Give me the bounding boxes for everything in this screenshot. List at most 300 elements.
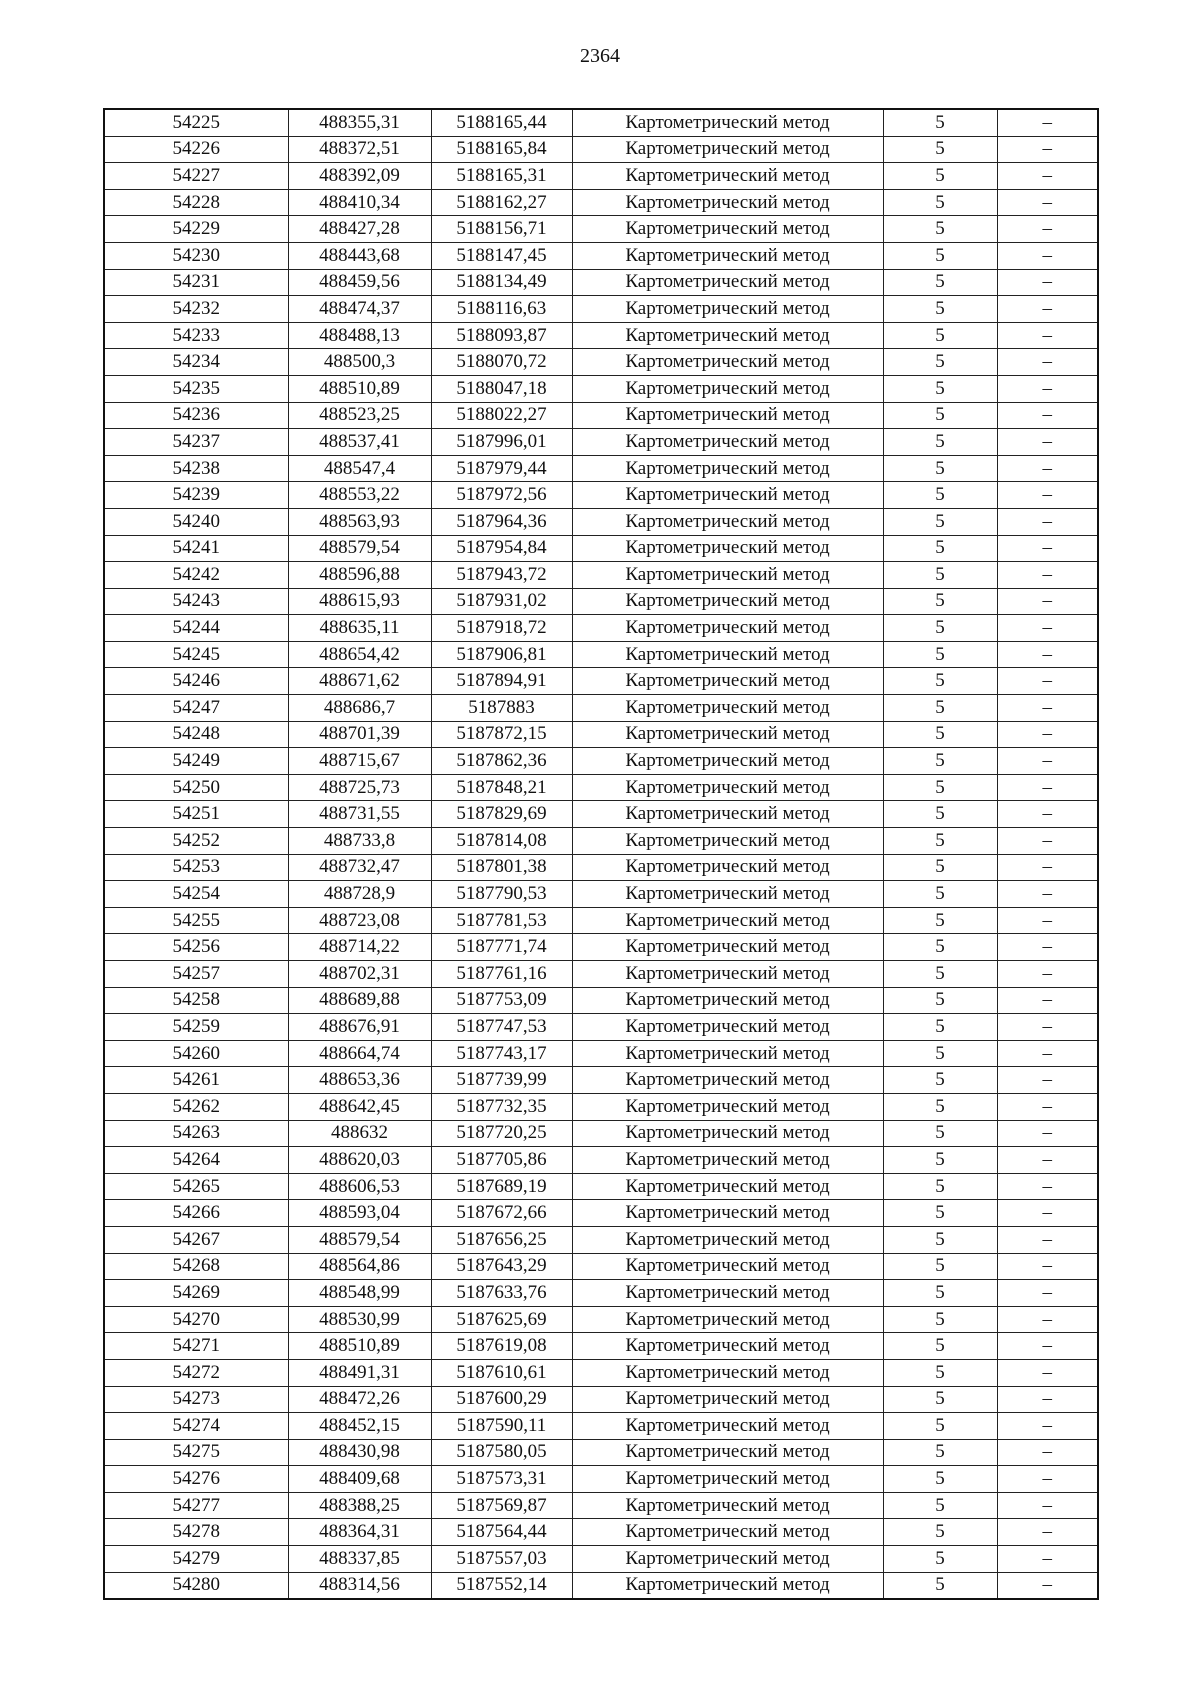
point-number-cell: 54272 xyxy=(104,1359,288,1386)
point-number-cell: 54263 xyxy=(104,1120,288,1147)
y-coordinate-cell: 5187931,02 xyxy=(431,588,572,615)
y-coordinate-cell: 5187739,99 xyxy=(431,1067,572,1094)
method-cell: Картометрический метод xyxy=(572,1253,883,1280)
x-coordinate-cell: 488337,85 xyxy=(288,1546,431,1573)
note-cell: – xyxy=(997,1200,1098,1227)
y-coordinate-cell: 5187720,25 xyxy=(431,1120,572,1147)
note-cell: – xyxy=(997,242,1098,269)
accuracy-cell: 5 xyxy=(883,1492,997,1519)
note-cell: – xyxy=(997,1333,1098,1360)
y-coordinate-cell: 5188165,44 xyxy=(431,109,572,136)
method-cell: Картометрический метод xyxy=(572,1519,883,1546)
x-coordinate-cell: 488427,28 xyxy=(288,216,431,243)
method-cell: Картометрический метод xyxy=(572,1546,883,1573)
note-cell: – xyxy=(997,1413,1098,1440)
y-coordinate-cell: 5187610,61 xyxy=(431,1359,572,1386)
point-number-cell: 54232 xyxy=(104,296,288,323)
note-cell: – xyxy=(997,934,1098,961)
note-cell: – xyxy=(997,455,1098,482)
x-coordinate-cell: 488714,22 xyxy=(288,934,431,961)
accuracy-cell: 5 xyxy=(883,748,997,775)
method-cell: Картометрический метод xyxy=(572,562,883,589)
note-cell: – xyxy=(997,615,1098,642)
point-number-cell: 54273 xyxy=(104,1386,288,1413)
method-cell: Картометрический метод xyxy=(572,269,883,296)
table-row xyxy=(104,109,1098,136)
x-coordinate-cell: 488372,51 xyxy=(288,136,431,163)
y-coordinate-cell: 5187906,81 xyxy=(431,641,572,668)
y-coordinate-cell: 5187918,72 xyxy=(431,615,572,642)
accuracy-cell: 5 xyxy=(883,1226,997,1253)
x-coordinate-cell: 488596,88 xyxy=(288,562,431,589)
point-number-cell: 54261 xyxy=(104,1067,288,1094)
note-cell: – xyxy=(997,1572,1098,1599)
point-number-cell: 54268 xyxy=(104,1253,288,1280)
accuracy-cell: 5 xyxy=(883,1572,997,1599)
accuracy-cell: 5 xyxy=(883,1439,997,1466)
method-cell: Картометрический метод xyxy=(572,1306,883,1333)
point-number-cell: 54241 xyxy=(104,535,288,562)
x-coordinate-cell: 488410,34 xyxy=(288,189,431,216)
y-coordinate-cell: 5187829,69 xyxy=(431,801,572,828)
x-coordinate-cell: 488409,68 xyxy=(288,1466,431,1493)
point-number-cell: 54280 xyxy=(104,1572,288,1599)
x-coordinate-cell: 488725,73 xyxy=(288,774,431,801)
table-row xyxy=(104,482,1098,509)
y-coordinate-cell: 5187656,25 xyxy=(431,1226,572,1253)
point-number-cell: 54256 xyxy=(104,934,288,961)
accuracy-cell: 5 xyxy=(883,1519,997,1546)
x-coordinate-cell: 488620,03 xyxy=(288,1147,431,1174)
y-coordinate-cell: 5187790,53 xyxy=(431,881,572,908)
accuracy-cell: 5 xyxy=(883,1386,997,1413)
table-row xyxy=(104,854,1098,881)
method-cell: Картометрический метод xyxy=(572,1280,883,1307)
point-number-cell: 54239 xyxy=(104,482,288,509)
method-cell: Картометрический метод xyxy=(572,1492,883,1519)
table-row xyxy=(104,1014,1098,1041)
y-coordinate-cell: 5188093,87 xyxy=(431,322,572,349)
method-cell: Картометрический метод xyxy=(572,1200,883,1227)
table-row xyxy=(104,774,1098,801)
accuracy-cell: 5 xyxy=(883,695,997,722)
y-coordinate-cell: 5187781,53 xyxy=(431,907,572,934)
x-coordinate-cell: 488563,93 xyxy=(288,508,431,535)
method-cell: Картометрический метод xyxy=(572,535,883,562)
method-cell: Картометрический метод xyxy=(572,109,883,136)
accuracy-cell: 5 xyxy=(883,349,997,376)
note-cell: – xyxy=(997,1253,1098,1280)
note-cell: – xyxy=(997,136,1098,163)
y-coordinate-cell: 5187732,35 xyxy=(431,1093,572,1120)
point-number-cell: 54264 xyxy=(104,1147,288,1174)
note-cell: – xyxy=(997,562,1098,589)
x-coordinate-cell: 488553,22 xyxy=(288,482,431,509)
accuracy-cell: 5 xyxy=(883,1173,997,1200)
point-number-cell: 54252 xyxy=(104,828,288,855)
method-cell: Картометрический метод xyxy=(572,1333,883,1360)
y-coordinate-cell: 5188156,71 xyxy=(431,216,572,243)
accuracy-cell: 5 xyxy=(883,1359,997,1386)
point-number-cell: 54230 xyxy=(104,242,288,269)
accuracy-cell: 5 xyxy=(883,588,997,615)
method-cell: Картометрический метод xyxy=(572,402,883,429)
method-cell: Картометрический метод xyxy=(572,1439,883,1466)
x-coordinate-cell: 488732,47 xyxy=(288,854,431,881)
y-coordinate-cell: 5187573,31 xyxy=(431,1466,572,1493)
note-cell: – xyxy=(997,721,1098,748)
table-row xyxy=(104,535,1098,562)
point-number-cell: 54269 xyxy=(104,1280,288,1307)
y-coordinate-cell: 5187625,69 xyxy=(431,1306,572,1333)
point-number-cell: 54248 xyxy=(104,721,288,748)
method-cell: Картометрический метод xyxy=(572,588,883,615)
point-number-cell: 54260 xyxy=(104,1040,288,1067)
point-number-cell: 54246 xyxy=(104,668,288,695)
method-cell: Картометрический метод xyxy=(572,1226,883,1253)
accuracy-cell: 5 xyxy=(883,1280,997,1307)
method-cell: Картометрический метод xyxy=(572,1120,883,1147)
point-number-cell: 54259 xyxy=(104,1014,288,1041)
accuracy-cell: 5 xyxy=(883,1413,997,1440)
x-coordinate-cell: 488523,25 xyxy=(288,402,431,429)
accuracy-cell: 5 xyxy=(883,1253,997,1280)
accuracy-cell: 5 xyxy=(883,1093,997,1120)
accuracy-cell: 5 xyxy=(883,854,997,881)
point-number-cell: 54243 xyxy=(104,588,288,615)
table-row xyxy=(104,322,1098,349)
note-cell: – xyxy=(997,961,1098,988)
table-row xyxy=(104,1200,1098,1227)
point-number-cell: 54244 xyxy=(104,615,288,642)
table-row xyxy=(104,828,1098,855)
note-cell: – xyxy=(997,508,1098,535)
table-row xyxy=(104,961,1098,988)
point-number-cell: 54245 xyxy=(104,641,288,668)
table-row xyxy=(104,748,1098,775)
table-row xyxy=(104,1519,1098,1546)
note-cell: – xyxy=(997,163,1098,190)
point-number-cell: 54234 xyxy=(104,349,288,376)
accuracy-cell: 5 xyxy=(883,1306,997,1333)
y-coordinate-cell: 5187996,01 xyxy=(431,429,572,456)
accuracy-cell: 5 xyxy=(883,1333,997,1360)
note-cell: – xyxy=(997,1147,1098,1174)
y-coordinate-cell: 5188147,45 xyxy=(431,242,572,269)
table-row xyxy=(104,1413,1098,1440)
point-number-cell: 54225 xyxy=(104,109,288,136)
accuracy-cell: 5 xyxy=(883,269,997,296)
x-coordinate-cell: 488547,4 xyxy=(288,455,431,482)
point-number-cell: 54278 xyxy=(104,1519,288,1546)
method-cell: Картометрический метод xyxy=(572,349,883,376)
note-cell: – xyxy=(997,668,1098,695)
table-row xyxy=(104,508,1098,535)
accuracy-cell: 5 xyxy=(883,136,997,163)
table-row xyxy=(104,1359,1098,1386)
method-cell: Картометрический метод xyxy=(572,482,883,509)
accuracy-cell: 5 xyxy=(883,482,997,509)
accuracy-cell: 5 xyxy=(883,322,997,349)
point-number-cell: 54249 xyxy=(104,748,288,775)
x-coordinate-cell: 488392,09 xyxy=(288,163,431,190)
table-row xyxy=(104,349,1098,376)
point-number-cell: 54231 xyxy=(104,269,288,296)
y-coordinate-cell: 5187972,56 xyxy=(431,482,572,509)
accuracy-cell: 5 xyxy=(883,1014,997,1041)
table-row xyxy=(104,1226,1098,1253)
y-coordinate-cell: 5187894,91 xyxy=(431,668,572,695)
x-coordinate-cell: 488606,53 xyxy=(288,1173,431,1200)
note-cell: – xyxy=(997,1359,1098,1386)
note-cell: – xyxy=(997,748,1098,775)
accuracy-cell: 5 xyxy=(883,828,997,855)
y-coordinate-cell: 5187753,09 xyxy=(431,987,572,1014)
accuracy-cell: 5 xyxy=(883,774,997,801)
table-row xyxy=(104,1093,1098,1120)
note-cell: – xyxy=(997,987,1098,1014)
x-coordinate-cell: 488443,68 xyxy=(288,242,431,269)
table-row xyxy=(104,402,1098,429)
accuracy-cell: 5 xyxy=(883,402,997,429)
page-number: 2364 xyxy=(580,45,620,67)
table-row xyxy=(104,375,1098,402)
y-coordinate-cell: 5187801,38 xyxy=(431,854,572,881)
note-cell: – xyxy=(997,402,1098,429)
table-row xyxy=(104,562,1098,589)
note-cell: – xyxy=(997,907,1098,934)
table-row xyxy=(104,189,1098,216)
accuracy-cell: 5 xyxy=(883,562,997,589)
table-row xyxy=(104,296,1098,323)
y-coordinate-cell: 5187872,15 xyxy=(431,721,572,748)
method-cell: Картометрический метод xyxy=(572,907,883,934)
point-number-cell: 54271 xyxy=(104,1333,288,1360)
x-coordinate-cell: 488653,36 xyxy=(288,1067,431,1094)
x-coordinate-cell: 488593,04 xyxy=(288,1200,431,1227)
accuracy-cell: 5 xyxy=(883,934,997,961)
y-coordinate-cell: 5187552,14 xyxy=(431,1572,572,1599)
y-coordinate-cell: 5187862,36 xyxy=(431,748,572,775)
x-coordinate-cell: 488635,11 xyxy=(288,615,431,642)
table-row xyxy=(104,242,1098,269)
point-number-cell: 54274 xyxy=(104,1413,288,1440)
point-number-cell: 54265 xyxy=(104,1173,288,1200)
y-coordinate-cell: 5187761,16 xyxy=(431,961,572,988)
y-coordinate-cell: 5188165,31 xyxy=(431,163,572,190)
table-row xyxy=(104,588,1098,615)
method-cell: Картометрический метод xyxy=(572,801,883,828)
point-number-cell: 54233 xyxy=(104,322,288,349)
method-cell: Картометрический метод xyxy=(572,1040,883,1067)
y-coordinate-cell: 5188070,72 xyxy=(431,349,572,376)
x-coordinate-cell: 488510,89 xyxy=(288,375,431,402)
point-number-cell: 54237 xyxy=(104,429,288,456)
note-cell: – xyxy=(997,535,1098,562)
y-coordinate-cell: 5187672,66 xyxy=(431,1200,572,1227)
y-coordinate-cell: 5187964,36 xyxy=(431,508,572,535)
y-coordinate-cell: 5187557,03 xyxy=(431,1546,572,1573)
note-cell: – xyxy=(997,1120,1098,1147)
y-coordinate-cell: 5187569,87 xyxy=(431,1492,572,1519)
table-row xyxy=(104,907,1098,934)
x-coordinate-cell: 488733,8 xyxy=(288,828,431,855)
y-coordinate-cell: 5187883 xyxy=(431,695,572,722)
point-number-cell: 54267 xyxy=(104,1226,288,1253)
accuracy-cell: 5 xyxy=(883,1040,997,1067)
note-cell: – xyxy=(997,269,1098,296)
note-cell: – xyxy=(997,482,1098,509)
table-row xyxy=(104,455,1098,482)
x-coordinate-cell: 488715,67 xyxy=(288,748,431,775)
table-row xyxy=(104,1386,1098,1413)
x-coordinate-cell: 488364,31 xyxy=(288,1519,431,1546)
note-cell: – xyxy=(997,349,1098,376)
x-coordinate-cell: 488671,62 xyxy=(288,668,431,695)
accuracy-cell: 5 xyxy=(883,242,997,269)
point-number-cell: 54257 xyxy=(104,961,288,988)
note-cell: – xyxy=(997,1546,1098,1573)
table-row xyxy=(104,163,1098,190)
x-coordinate-cell: 488579,54 xyxy=(288,535,431,562)
accuracy-cell: 5 xyxy=(883,1466,997,1493)
table-row xyxy=(104,641,1098,668)
point-number-cell: 54228 xyxy=(104,189,288,216)
note-cell: – xyxy=(997,429,1098,456)
table-row xyxy=(104,881,1098,908)
x-coordinate-cell: 488459,56 xyxy=(288,269,431,296)
table-row xyxy=(104,721,1098,748)
method-cell: Картометрический метод xyxy=(572,828,883,855)
method-cell: Картометрический метод xyxy=(572,508,883,535)
method-cell: Картометрический метод xyxy=(572,615,883,642)
note-cell: – xyxy=(997,1466,1098,1493)
accuracy-cell: 5 xyxy=(883,535,997,562)
method-cell: Картометрический метод xyxy=(572,668,883,695)
x-coordinate-cell: 488452,15 xyxy=(288,1413,431,1440)
x-coordinate-cell: 488474,37 xyxy=(288,296,431,323)
table-row xyxy=(104,987,1098,1014)
table-row xyxy=(104,1546,1098,1573)
table-row xyxy=(104,269,1098,296)
y-coordinate-cell: 5187619,08 xyxy=(431,1333,572,1360)
point-number-cell: 54229 xyxy=(104,216,288,243)
note-cell: – xyxy=(997,189,1098,216)
table-row xyxy=(104,934,1098,961)
note-cell: – xyxy=(997,109,1098,136)
x-coordinate-cell: 488728,9 xyxy=(288,881,431,908)
method-cell: Картометрический метод xyxy=(572,1466,883,1493)
y-coordinate-cell: 5187747,53 xyxy=(431,1014,572,1041)
y-coordinate-cell: 5187943,72 xyxy=(431,562,572,589)
x-coordinate-cell: 488654,42 xyxy=(288,641,431,668)
x-coordinate-cell: 488723,08 xyxy=(288,907,431,934)
accuracy-cell: 5 xyxy=(883,216,997,243)
x-coordinate-cell: 488701,39 xyxy=(288,721,431,748)
y-coordinate-cell: 5187600,29 xyxy=(431,1386,572,1413)
y-coordinate-cell: 5187771,74 xyxy=(431,934,572,961)
method-cell: Картометрический метод xyxy=(572,189,883,216)
point-number-cell: 54255 xyxy=(104,907,288,934)
note-cell: – xyxy=(997,1519,1098,1546)
accuracy-cell: 5 xyxy=(883,109,997,136)
method-cell: Картометрический метод xyxy=(572,163,883,190)
method-cell: Картометрический метод xyxy=(572,748,883,775)
note-cell: – xyxy=(997,1226,1098,1253)
coordinates-table-body xyxy=(104,109,1098,1599)
x-coordinate-cell: 488579,54 xyxy=(288,1226,431,1253)
method-cell: Картометрический метод xyxy=(572,216,883,243)
note-cell: – xyxy=(997,322,1098,349)
method-cell: Картометрический метод xyxy=(572,881,883,908)
point-number-cell: 54250 xyxy=(104,774,288,801)
method-cell: Картометрический метод xyxy=(572,1014,883,1041)
note-cell: – xyxy=(997,1280,1098,1307)
accuracy-cell: 5 xyxy=(883,615,997,642)
point-number-cell: 54251 xyxy=(104,801,288,828)
method-cell: Картометрический метод xyxy=(572,987,883,1014)
y-coordinate-cell: 5187743,17 xyxy=(431,1040,572,1067)
table-row xyxy=(104,1572,1098,1599)
method-cell: Картометрический метод xyxy=(572,375,883,402)
table-row xyxy=(104,801,1098,828)
method-cell: Картометрический метод xyxy=(572,641,883,668)
table-row xyxy=(104,136,1098,163)
y-coordinate-cell: 5188022,27 xyxy=(431,402,572,429)
point-number-cell: 54266 xyxy=(104,1200,288,1227)
table-row xyxy=(104,1253,1098,1280)
table-row xyxy=(104,1040,1098,1067)
point-number-cell: 54276 xyxy=(104,1466,288,1493)
table-row xyxy=(104,1280,1098,1307)
method-cell: Картометрический метод xyxy=(572,136,883,163)
note-cell: – xyxy=(997,1040,1098,1067)
y-coordinate-cell: 5188162,27 xyxy=(431,189,572,216)
note-cell: – xyxy=(997,1067,1098,1094)
x-coordinate-cell: 488676,91 xyxy=(288,1014,431,1041)
x-coordinate-cell: 488548,99 xyxy=(288,1280,431,1307)
method-cell: Картометрический метод xyxy=(572,322,883,349)
x-coordinate-cell: 488388,25 xyxy=(288,1492,431,1519)
accuracy-cell: 5 xyxy=(883,375,997,402)
x-coordinate-cell: 488632 xyxy=(288,1120,431,1147)
method-cell: Картометрический метод xyxy=(572,242,883,269)
point-number-cell: 54262 xyxy=(104,1093,288,1120)
table-row xyxy=(104,668,1098,695)
x-coordinate-cell: 488686,7 xyxy=(288,695,431,722)
x-coordinate-cell: 488564,86 xyxy=(288,1253,431,1280)
accuracy-cell: 5 xyxy=(883,987,997,1014)
accuracy-cell: 5 xyxy=(883,961,997,988)
method-cell: Картометрический метод xyxy=(572,1413,883,1440)
note-cell: – xyxy=(997,1306,1098,1333)
note-cell: – xyxy=(997,854,1098,881)
x-coordinate-cell: 488642,45 xyxy=(288,1093,431,1120)
method-cell: Картометрический метод xyxy=(572,1093,883,1120)
accuracy-cell: 5 xyxy=(883,455,997,482)
point-number-cell: 54258 xyxy=(104,987,288,1014)
x-coordinate-cell: 488355,31 xyxy=(288,109,431,136)
x-coordinate-cell: 488689,88 xyxy=(288,987,431,1014)
accuracy-cell: 5 xyxy=(883,801,997,828)
accuracy-cell: 5 xyxy=(883,1147,997,1174)
note-cell: – xyxy=(997,216,1098,243)
y-coordinate-cell: 5187848,21 xyxy=(431,774,572,801)
y-coordinate-cell: 5188165,84 xyxy=(431,136,572,163)
point-number-cell: 54227 xyxy=(104,163,288,190)
y-coordinate-cell: 5187814,08 xyxy=(431,828,572,855)
note-cell: – xyxy=(997,1014,1098,1041)
